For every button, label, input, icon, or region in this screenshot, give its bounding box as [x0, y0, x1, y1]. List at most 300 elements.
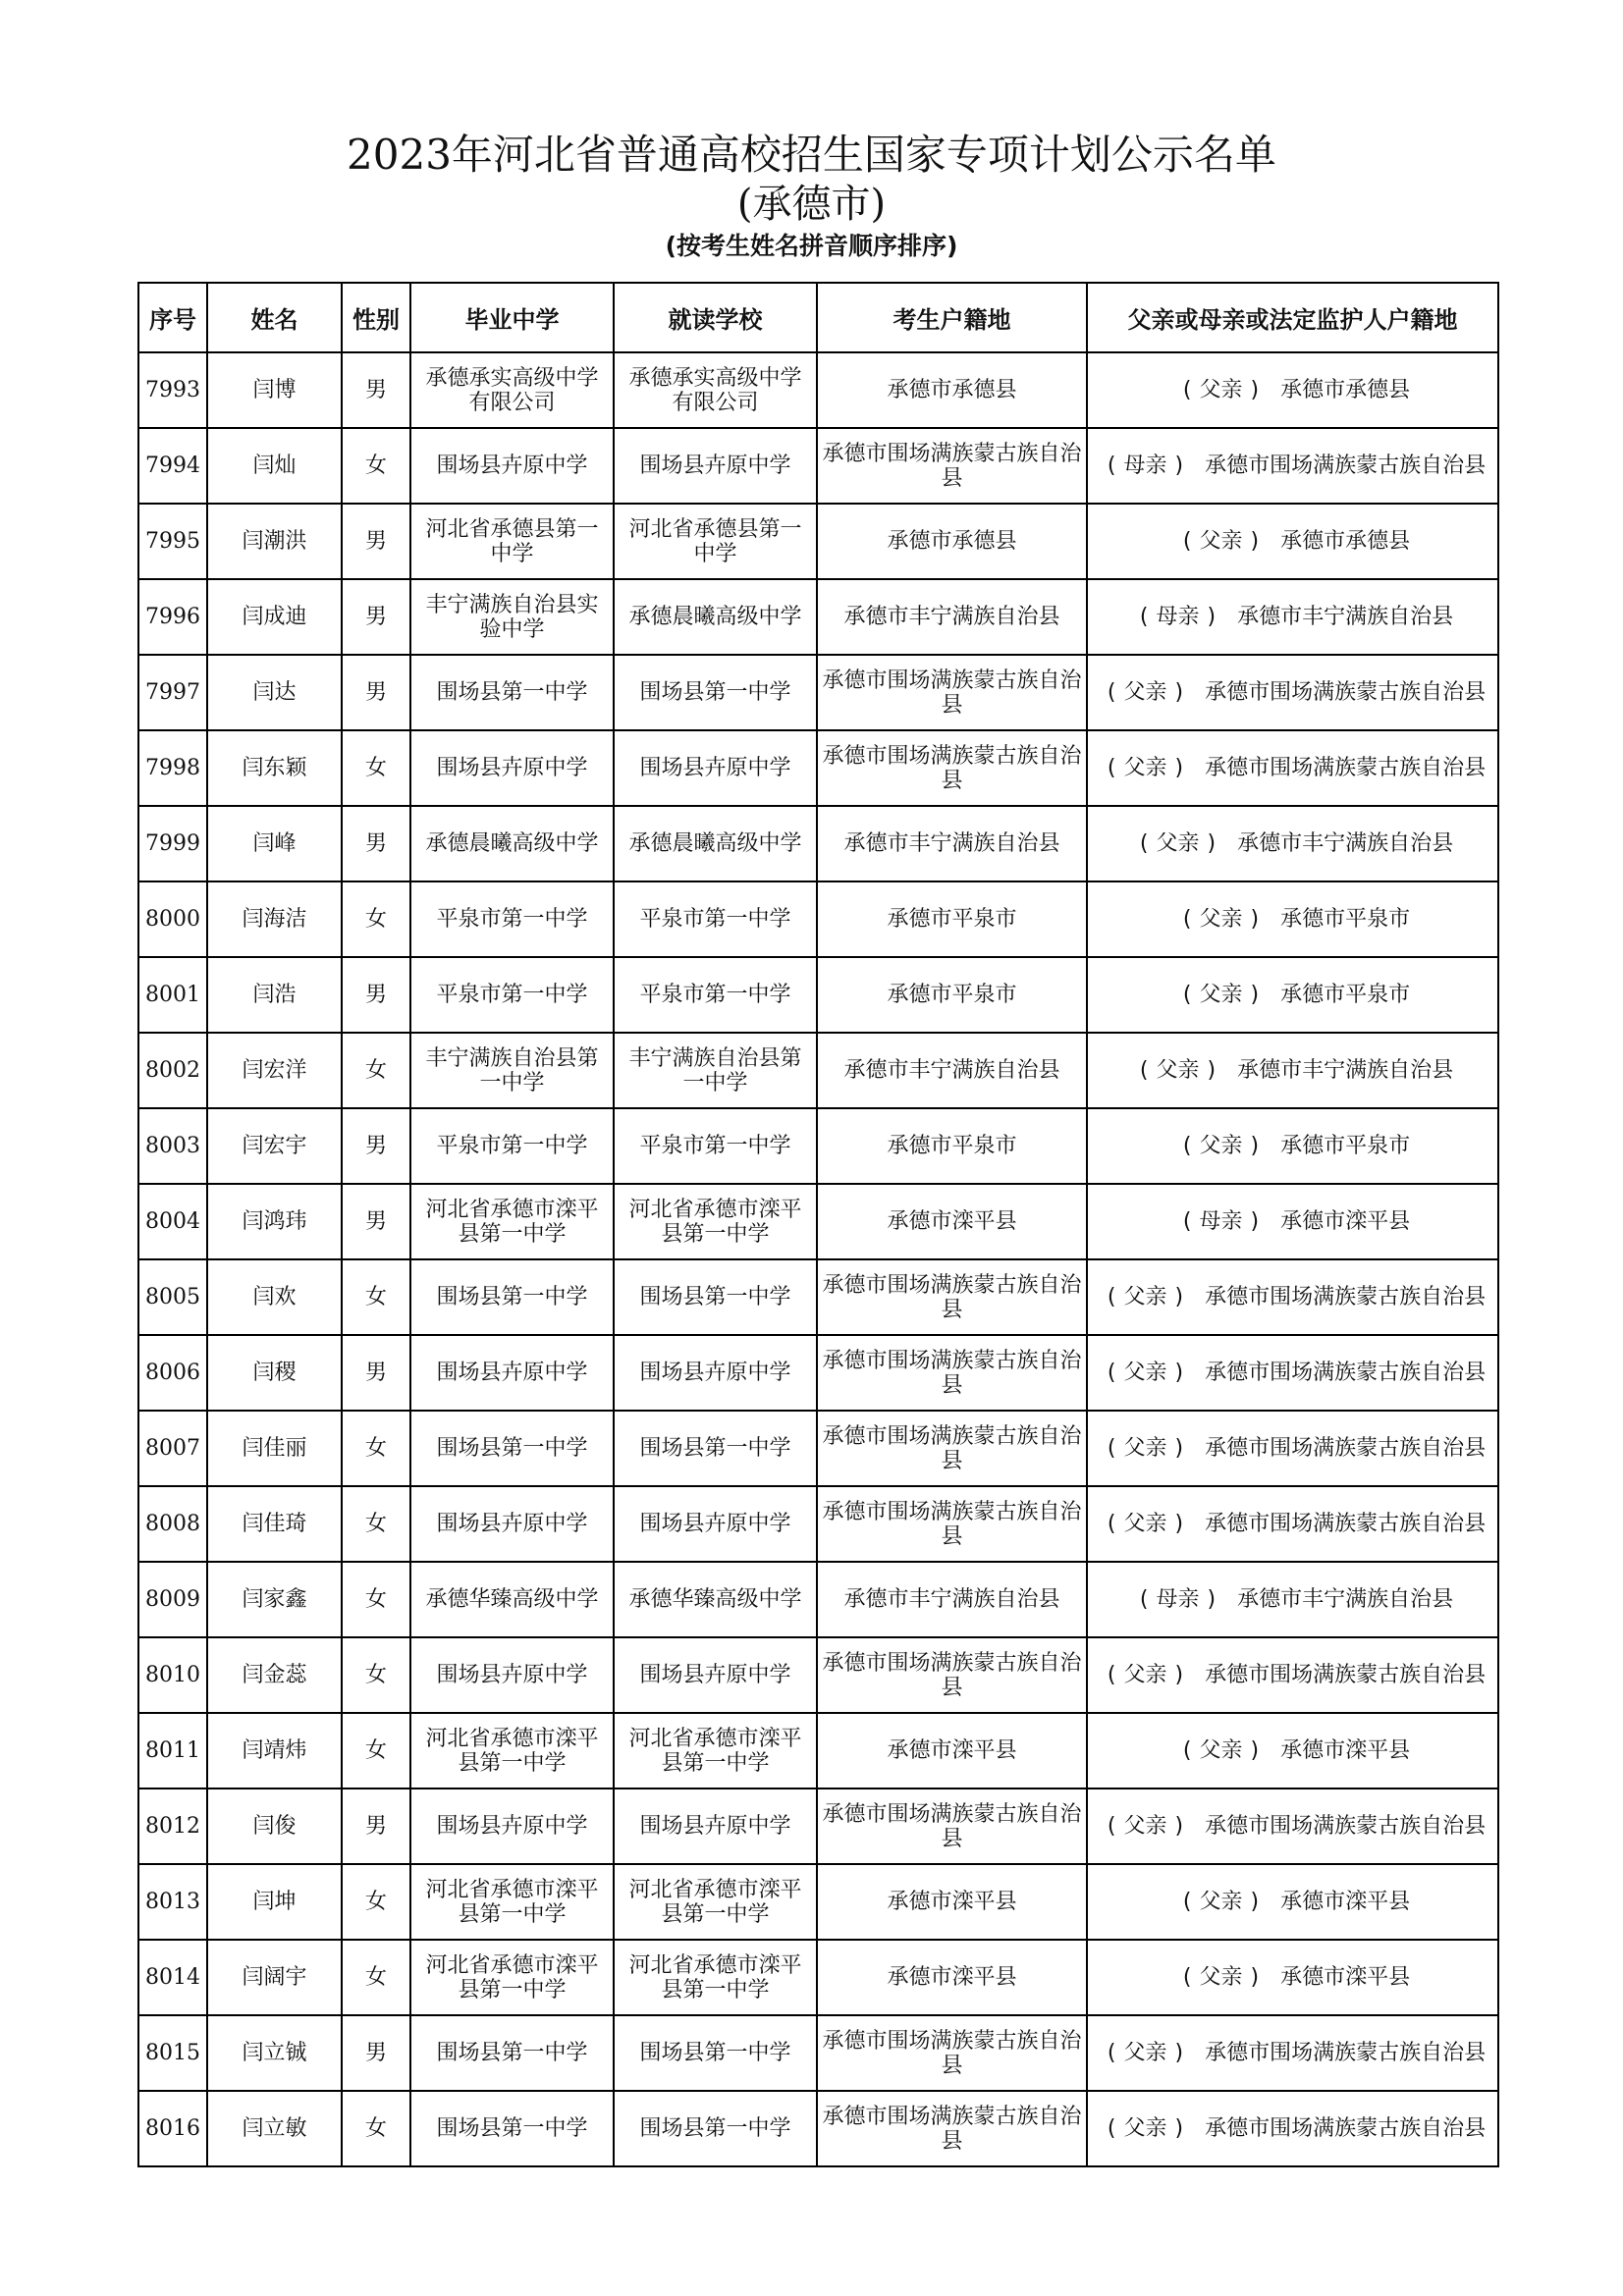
gender-cell: 男	[342, 806, 410, 881]
relation-label: 父亲	[1123, 1285, 1167, 1309]
name-cell: 闫金蕊	[207, 1637, 342, 1713]
guardian-hukou-cell	[1087, 655, 1498, 730]
relation-label: 父亲	[1199, 378, 1243, 402]
seq-cell: 8002	[138, 1033, 207, 1108]
relation-label: 父亲	[1123, 1663, 1167, 1687]
paren-open: (	[1139, 1587, 1149, 1612]
relation-label: 父亲	[1123, 1814, 1167, 1839]
student-hukou-cell: 承德市丰宁满族自治县	[817, 806, 1087, 881]
guardian-hukou-text: 承德市滦平县	[1280, 1890, 1411, 1914]
guardian-relation	[1100, 1663, 1191, 1687]
gender-cell: 女	[342, 1486, 410, 1562]
table-row	[138, 1713, 1498, 1789]
guardian-hukou-cell	[1087, 1411, 1498, 1486]
grad-school-cell: 丰宁满族自治县第一中学	[410, 1033, 614, 1108]
guardian-hukou-text: 承德市滦平县	[1280, 1738, 1411, 1763]
guardian-hukou-cell	[1087, 1184, 1498, 1259]
table-row	[138, 1184, 1498, 1259]
grad-school-cell: 围场县卉原中学	[410, 428, 614, 504]
paren-open: (	[1182, 378, 1192, 402]
gender-cell: 男	[342, 504, 410, 579]
paren-open: (	[1182, 529, 1192, 554]
header-current-school: 就读学校	[614, 283, 817, 352]
relation-label: 父亲	[1123, 1512, 1167, 1536]
guardian-relation	[1175, 1890, 1267, 1914]
name-cell: 闫潮洪	[207, 504, 342, 579]
guardian-hukou-text: 承德市承德县	[1280, 378, 1411, 402]
seq-cell: 7998	[138, 730, 207, 806]
guardian-hukou-cell	[1087, 1335, 1498, 1411]
paren-open: (	[1182, 1209, 1192, 1234]
current-school-cell: 河北省承德市滦平县第一中学	[614, 1184, 817, 1259]
seq-cell: 7995	[138, 504, 207, 579]
header-gender: 性别	[342, 283, 410, 352]
current-school-cell: 围场县卉原中学	[614, 1335, 817, 1411]
current-school-cell: 丰宁满族自治县第一中学	[614, 1033, 817, 1108]
table-row	[138, 1259, 1498, 1335]
student-hukou-cell: 承德市平泉市	[817, 957, 1087, 1033]
relation-label: 父亲	[1123, 680, 1167, 705]
table-row	[138, 1562, 1498, 1637]
relation-label: 父亲	[1199, 907, 1243, 932]
current-school-cell: 平泉市第一中学	[614, 881, 817, 957]
guardian-hukou-cell	[1087, 957, 1498, 1033]
guardian-relation	[1100, 680, 1191, 705]
name-cell: 闫成迪	[207, 579, 342, 655]
student-hukou-cell: 承德市平泉市	[817, 1108, 1087, 1184]
current-school-cell: 围场县卉原中学	[614, 428, 817, 504]
table-row	[138, 1486, 1498, 1562]
guardian-hukou-cell	[1087, 579, 1498, 655]
guardian-hukou-cell	[1087, 1108, 1498, 1184]
guardian-relation	[1175, 907, 1267, 932]
student-hukou-cell: 承德市滦平县	[817, 1940, 1087, 2015]
paren-close: )	[1174, 2041, 1184, 2065]
paren-open: (	[1139, 605, 1149, 629]
current-school-cell: 平泉市第一中学	[614, 957, 817, 1033]
grad-school-cell: 河北省承德县第一中学	[410, 504, 614, 579]
student-hukou-cell: 承德市围场满族蒙古族自治县	[817, 1486, 1087, 1562]
grad-school-cell: 丰宁满族自治县实验中学	[410, 579, 614, 655]
guardian-relation	[1100, 454, 1191, 478]
guardian-hukou-cell	[1087, 428, 1498, 504]
current-school-cell: 围场县第一中学	[614, 655, 817, 730]
current-school-cell: 承德华臻高级中学	[614, 1562, 817, 1637]
paren-open: (	[1182, 983, 1192, 1007]
student-hukou-cell: 承德市丰宁满族自治县	[817, 1562, 1087, 1637]
paren-open: (	[1107, 1436, 1116, 1461]
paren-open: (	[1182, 1738, 1192, 1763]
guardian-relation	[1132, 1587, 1223, 1612]
guardian-hukou-cell	[1087, 1864, 1498, 1940]
grad-school-cell: 承德华臻高级中学	[410, 1562, 614, 1637]
table-row	[138, 1411, 1498, 1486]
guardian-relation	[1132, 831, 1223, 856]
guardian-hukou-cell	[1087, 352, 1498, 428]
name-cell: 闫坤	[207, 1864, 342, 1940]
seq-cell: 8013	[138, 1864, 207, 1940]
table-row	[138, 352, 1498, 428]
paren-close: )	[1207, 831, 1217, 856]
guardian-hukou-cell	[1087, 2091, 1498, 2166]
current-school-cell: 河北省承德县第一中学	[614, 504, 817, 579]
gender-cell: 男	[342, 579, 410, 655]
guardian-hukou-cell	[1087, 730, 1498, 806]
paren-close: )	[1174, 1814, 1184, 1839]
paren-close: )	[1250, 907, 1260, 932]
gender-cell: 女	[342, 1033, 410, 1108]
relation-label: 父亲	[1199, 1134, 1243, 1158]
name-cell: 闫博	[207, 352, 342, 428]
gender-cell: 男	[342, 1335, 410, 1411]
seq-cell: 7993	[138, 352, 207, 428]
guardian-hukou-text: 承德市滦平县	[1280, 1209, 1411, 1234]
guardian-relation	[1175, 1965, 1267, 1990]
name-cell: 闫家鑫	[207, 1562, 342, 1637]
gender-cell: 男	[342, 1184, 410, 1259]
page-subtitle: (承德市)	[736, 182, 887, 227]
guardian-hukou-text: 承德市围场满族蒙古族自治县	[1205, 756, 1487, 780]
relation-label: 父亲	[1123, 756, 1167, 780]
paren-close: )	[1250, 1965, 1260, 1990]
grad-school-cell: 平泉市第一中学	[410, 881, 614, 957]
relation-label: 父亲	[1199, 1890, 1243, 1914]
guardian-hukou-text: 承德市围场满族蒙古族自治县	[1205, 454, 1487, 478]
paren-close: )	[1250, 1134, 1260, 1158]
grad-school-cell: 围场县卉原中学	[410, 1789, 614, 1864]
seq-cell: 7997	[138, 655, 207, 730]
guardian-relation	[1100, 1285, 1191, 1309]
guardian-hukou-text: 承德市丰宁满族自治县	[1237, 831, 1454, 856]
paren-open: (	[1107, 454, 1116, 478]
paren-close: )	[1207, 1058, 1217, 1083]
gender-cell: 男	[342, 1789, 410, 1864]
name-cell: 闫立敏	[207, 2091, 342, 2166]
guardian-relation	[1175, 1738, 1267, 1763]
seq-cell: 8011	[138, 1713, 207, 1789]
guardian-relation	[1100, 1361, 1191, 1385]
guardian-hukou-text: 承德市围场满族蒙古族自治县	[1205, 1814, 1487, 1839]
guardian-relation	[1100, 756, 1191, 780]
name-cell: 闫海洁	[207, 881, 342, 957]
grad-school-cell: 围场县卉原中学	[410, 1637, 614, 1713]
table-row	[138, 2091, 1498, 2166]
name-cell: 闫宏宇	[207, 1108, 342, 1184]
guardian-hukou-cell	[1087, 806, 1498, 881]
table-row	[138, 957, 1498, 1033]
relation-label: 父亲	[1156, 1058, 1200, 1083]
paren-close: )	[1174, 1361, 1184, 1385]
paren-close: )	[1207, 605, 1217, 629]
grad-school-cell: 围场县第一中学	[410, 1259, 614, 1335]
seq-cell: 7999	[138, 806, 207, 881]
paren-open: (	[1107, 680, 1116, 705]
guardian-hukou-cell	[1087, 1637, 1498, 1713]
table-row	[138, 655, 1498, 730]
gender-cell: 女	[342, 881, 410, 957]
guardian-relation	[1132, 1058, 1223, 1083]
paren-open: (	[1139, 1058, 1149, 1083]
paren-close: )	[1250, 1738, 1260, 1763]
guardian-relation	[1132, 605, 1223, 629]
guardian-hukou-cell	[1087, 1486, 1498, 1562]
guardian-relation	[1175, 1209, 1267, 1234]
grad-school-cell: 河北省承德市滦平县第一中学	[410, 1184, 614, 1259]
paren-close: )	[1250, 378, 1260, 402]
current-school-cell: 围场县卉原中学	[614, 1637, 817, 1713]
grad-school-cell: 围场县卉原中学	[410, 1335, 614, 1411]
table-row	[138, 1789, 1498, 1864]
paren-close: )	[1174, 680, 1184, 705]
guardian-relation	[1100, 1512, 1191, 1536]
paren-open: (	[1107, 2041, 1116, 2065]
seq-cell: 8007	[138, 1411, 207, 1486]
guardian-hukou-cell	[1087, 2015, 1498, 2091]
seq-cell: 8004	[138, 1184, 207, 1259]
seq-cell: 8000	[138, 881, 207, 957]
guardian-hukou-cell	[1087, 881, 1498, 957]
current-school-cell: 围场县卉原中学	[614, 730, 817, 806]
guardian-hukou-text: 承德市丰宁满族自治县	[1237, 605, 1454, 629]
relation-label: 母亲	[1156, 1587, 1200, 1612]
paren-close: )	[1250, 1890, 1260, 1914]
student-hukou-cell: 承德市丰宁满族自治县	[817, 579, 1087, 655]
paren-open: (	[1107, 756, 1116, 780]
student-hukou-cell: 承德市围场满族蒙古族自治县	[817, 2091, 1087, 2166]
paren-open: (	[1182, 1965, 1192, 1990]
student-hukou-cell: 承德市围场满族蒙古族自治县	[817, 1637, 1087, 1713]
guardian-relation	[1175, 983, 1267, 1007]
guardian-hukou-text: 承德市围场满族蒙古族自治县	[1205, 680, 1487, 705]
student-hukou-cell: 承德市承德县	[817, 352, 1087, 428]
seq-cell: 7996	[138, 579, 207, 655]
guardian-relation	[1100, 2041, 1191, 2065]
name-cell: 闫灿	[207, 428, 342, 504]
guardian-hukou-text: 承德市承德县	[1280, 529, 1411, 554]
table-body	[138, 352, 1498, 2166]
table-row	[138, 1335, 1498, 1411]
guardian-relation	[1175, 529, 1267, 554]
name-cell: 闫峰	[207, 806, 342, 881]
student-hukou-cell: 承德市滦平县	[817, 1713, 1087, 1789]
table-row	[138, 1637, 1498, 1713]
student-hukou-cell: 承德市围场满族蒙古族自治县	[817, 1789, 1087, 1864]
grad-school-cell: 承德承实高级中学有限公司	[410, 352, 614, 428]
grad-school-cell: 围场县第一中学	[410, 2091, 614, 2166]
gender-cell: 男	[342, 655, 410, 730]
paren-open: (	[1182, 1890, 1192, 1914]
student-hukou-cell: 承德市承德县	[817, 504, 1087, 579]
table-row	[138, 1033, 1498, 1108]
name-cell: 闫鸿玮	[207, 1184, 342, 1259]
gender-cell: 女	[342, 1562, 410, 1637]
seq-cell: 8006	[138, 1335, 207, 1411]
guardian-hukou-text: 承德市围场满族蒙古族自治县	[1205, 2041, 1487, 2065]
paren-close: )	[1174, 2116, 1184, 2141]
relation-label: 父亲	[1123, 2116, 1167, 2141]
guardian-hukou-cell	[1087, 1940, 1498, 2015]
name-cell: 闫俊	[207, 1789, 342, 1864]
paren-open: (	[1107, 1663, 1116, 1687]
guardian-hukou-cell	[1087, 1713, 1498, 1789]
guardian-hukou-text: 承德市丰宁满族自治县	[1237, 1058, 1454, 1083]
current-school-cell: 河北省承德市滦平县第一中学	[614, 1940, 817, 2015]
gender-cell: 男	[342, 352, 410, 428]
paren-open: (	[1107, 1814, 1116, 1839]
paren-close: )	[1174, 1512, 1184, 1536]
paren-close: )	[1174, 756, 1184, 780]
roster-table	[137, 282, 1499, 2167]
header-row	[138, 283, 1498, 352]
paren-open: (	[1107, 1512, 1116, 1536]
page-title: 2023年河北省普通高校招生国家专项计划公示名单	[347, 131, 1276, 179]
gender-cell: 女	[342, 1713, 410, 1789]
current-school-cell: 围场县第一中学	[614, 2015, 817, 2091]
seq-cell: 8012	[138, 1789, 207, 1864]
header-grad-school: 毕业中学	[410, 283, 614, 352]
grad-school-cell: 平泉市第一中学	[410, 957, 614, 1033]
guardian-hukou-text: 承德市围场满族蒙古族自治县	[1205, 1663, 1487, 1687]
grad-school-cell: 围场县卉原中学	[410, 730, 614, 806]
paren-close: )	[1250, 983, 1260, 1007]
seq-cell: 8005	[138, 1259, 207, 1335]
student-hukou-cell: 承德市围场满族蒙古族自治县	[817, 1259, 1087, 1335]
guardian-hukou-text: 承德市丰宁满族自治县	[1237, 1587, 1454, 1612]
gender-cell: 女	[342, 1259, 410, 1335]
table-row	[138, 504, 1498, 579]
header-guardian-hukou: 父亲或母亲或法定监护人户籍地	[1087, 283, 1498, 352]
seq-cell: 8003	[138, 1108, 207, 1184]
name-cell: 闫阔宇	[207, 1940, 342, 2015]
relation-label: 父亲	[1123, 1436, 1167, 1461]
header-seq: 序号	[138, 283, 207, 352]
guardian-relation	[1100, 2116, 1191, 2141]
grad-school-cell: 平泉市第一中学	[410, 1108, 614, 1184]
paren-close: )	[1174, 454, 1184, 478]
relation-label: 父亲	[1123, 1361, 1167, 1385]
seq-cell: 8010	[138, 1637, 207, 1713]
seq-cell: 8008	[138, 1486, 207, 1562]
guardian-hukou-cell	[1087, 504, 1498, 579]
gender-cell: 女	[342, 1864, 410, 1940]
name-cell: 闫欢	[207, 1259, 342, 1335]
relation-label: 母亲	[1123, 454, 1167, 478]
paren-close: )	[1207, 1587, 1217, 1612]
name-cell: 闫浩	[207, 957, 342, 1033]
paren-open: (	[1107, 2116, 1116, 2141]
student-hukou-cell: 承德市围场满族蒙古族自治县	[817, 655, 1087, 730]
relation-label: 母亲	[1199, 1209, 1243, 1234]
name-cell: 闫宏洋	[207, 1033, 342, 1108]
guardian-hukou-cell	[1087, 1562, 1498, 1637]
table-row	[138, 2015, 1498, 2091]
paren-open: (	[1139, 831, 1149, 856]
grad-school-cell: 围场县第一中学	[410, 655, 614, 730]
student-hukou-cell: 承德市围场满族蒙古族自治县	[817, 1335, 1087, 1411]
student-hukou-cell: 承德市平泉市	[817, 881, 1087, 957]
paren-close: )	[1250, 1209, 1260, 1234]
current-school-cell: 承德承实高级中学有限公司	[614, 352, 817, 428]
seq-cell: 8015	[138, 2015, 207, 2091]
table-row	[138, 1108, 1498, 1184]
guardian-hukou-text: 承德市平泉市	[1280, 983, 1411, 1007]
current-school-cell: 围场县第一中学	[614, 1259, 817, 1335]
grad-school-cell: 围场县第一中学	[410, 2015, 614, 2091]
guardian-hukou-text: 承德市围场满族蒙古族自治县	[1205, 1512, 1487, 1536]
gender-cell: 男	[342, 957, 410, 1033]
student-hukou-cell: 承德市丰宁满族自治县	[817, 1033, 1087, 1108]
guardian-hukou-text: 承德市围场满族蒙古族自治县	[1205, 1436, 1487, 1461]
seq-cell: 8016	[138, 2091, 207, 2166]
current-school-cell: 平泉市第一中学	[614, 1108, 817, 1184]
guardian-hukou-cell	[1087, 1259, 1498, 1335]
table-row	[138, 428, 1498, 504]
relation-label: 父亲	[1199, 1738, 1243, 1763]
current-school-cell: 承德晨曦高级中学	[614, 579, 817, 655]
guardian-hukou-text: 承德市平泉市	[1280, 1134, 1411, 1158]
relation-label: 父亲	[1199, 529, 1243, 554]
grad-school-cell: 河北省承德市滦平县第一中学	[410, 1864, 614, 1940]
gender-cell: 女	[342, 428, 410, 504]
grad-school-cell: 围场县第一中学	[410, 1411, 614, 1486]
guardian-relation	[1175, 1134, 1267, 1158]
table-row	[138, 730, 1498, 806]
gender-cell: 男	[342, 1108, 410, 1184]
grad-school-cell: 河北省承德市滦平县第一中学	[410, 1713, 614, 1789]
table-row	[138, 579, 1498, 655]
gender-cell: 男	[342, 2015, 410, 2091]
grad-school-cell: 承德晨曦高级中学	[410, 806, 614, 881]
current-school-cell: 河北省承德市滦平县第一中学	[614, 1713, 817, 1789]
guardian-relation	[1100, 1436, 1191, 1461]
paren-open: (	[1182, 907, 1192, 932]
current-school-cell: 围场县卉原中学	[614, 1486, 817, 1562]
current-school-cell: 承德晨曦高级中学	[614, 806, 817, 881]
paren-close: )	[1174, 1663, 1184, 1687]
paren-close: )	[1250, 529, 1260, 554]
current-school-cell: 河北省承德市滦平县第一中学	[614, 1864, 817, 1940]
guardian-relation	[1175, 378, 1267, 402]
table-row	[138, 1864, 1498, 1940]
grad-school-cell: 围场县卉原中学	[410, 1486, 614, 1562]
seq-cell: 8009	[138, 1562, 207, 1637]
student-hukou-cell: 承德市滦平县	[817, 1864, 1087, 1940]
paren-close: )	[1174, 1285, 1184, 1309]
guardian-hukou-text: 承德市围场满族蒙古族自治县	[1205, 2116, 1487, 2141]
paren-open: (	[1182, 1134, 1192, 1158]
guardian-hukou-text: 承德市滦平县	[1280, 1965, 1411, 1990]
current-school-cell: 围场县卉原中学	[614, 1789, 817, 1864]
guardian-relation	[1100, 1814, 1191, 1839]
table-row	[138, 881, 1498, 957]
gender-cell: 女	[342, 1940, 410, 2015]
student-hukou-cell: 承德市围场满族蒙古族自治县	[817, 1411, 1087, 1486]
table-row	[138, 1940, 1498, 2015]
guardian-hukou-cell	[1087, 1033, 1498, 1108]
gender-cell: 女	[342, 1411, 410, 1486]
student-hukou-cell: 承德市围场满族蒙古族自治县	[817, 730, 1087, 806]
seq-cell: 8014	[138, 1940, 207, 2015]
name-cell: 闫东颖	[207, 730, 342, 806]
table-row	[138, 806, 1498, 881]
gender-cell: 女	[342, 2091, 410, 2166]
paren-close: )	[1174, 1436, 1184, 1461]
name-cell: 闫佳丽	[207, 1411, 342, 1486]
grad-school-cell: 河北省承德市滦平县第一中学	[410, 1940, 614, 2015]
header-name: 姓名	[207, 283, 342, 352]
header-student-hukou: 考生户籍地	[817, 283, 1087, 352]
current-school-cell: 围场县第一中学	[614, 2091, 817, 2166]
